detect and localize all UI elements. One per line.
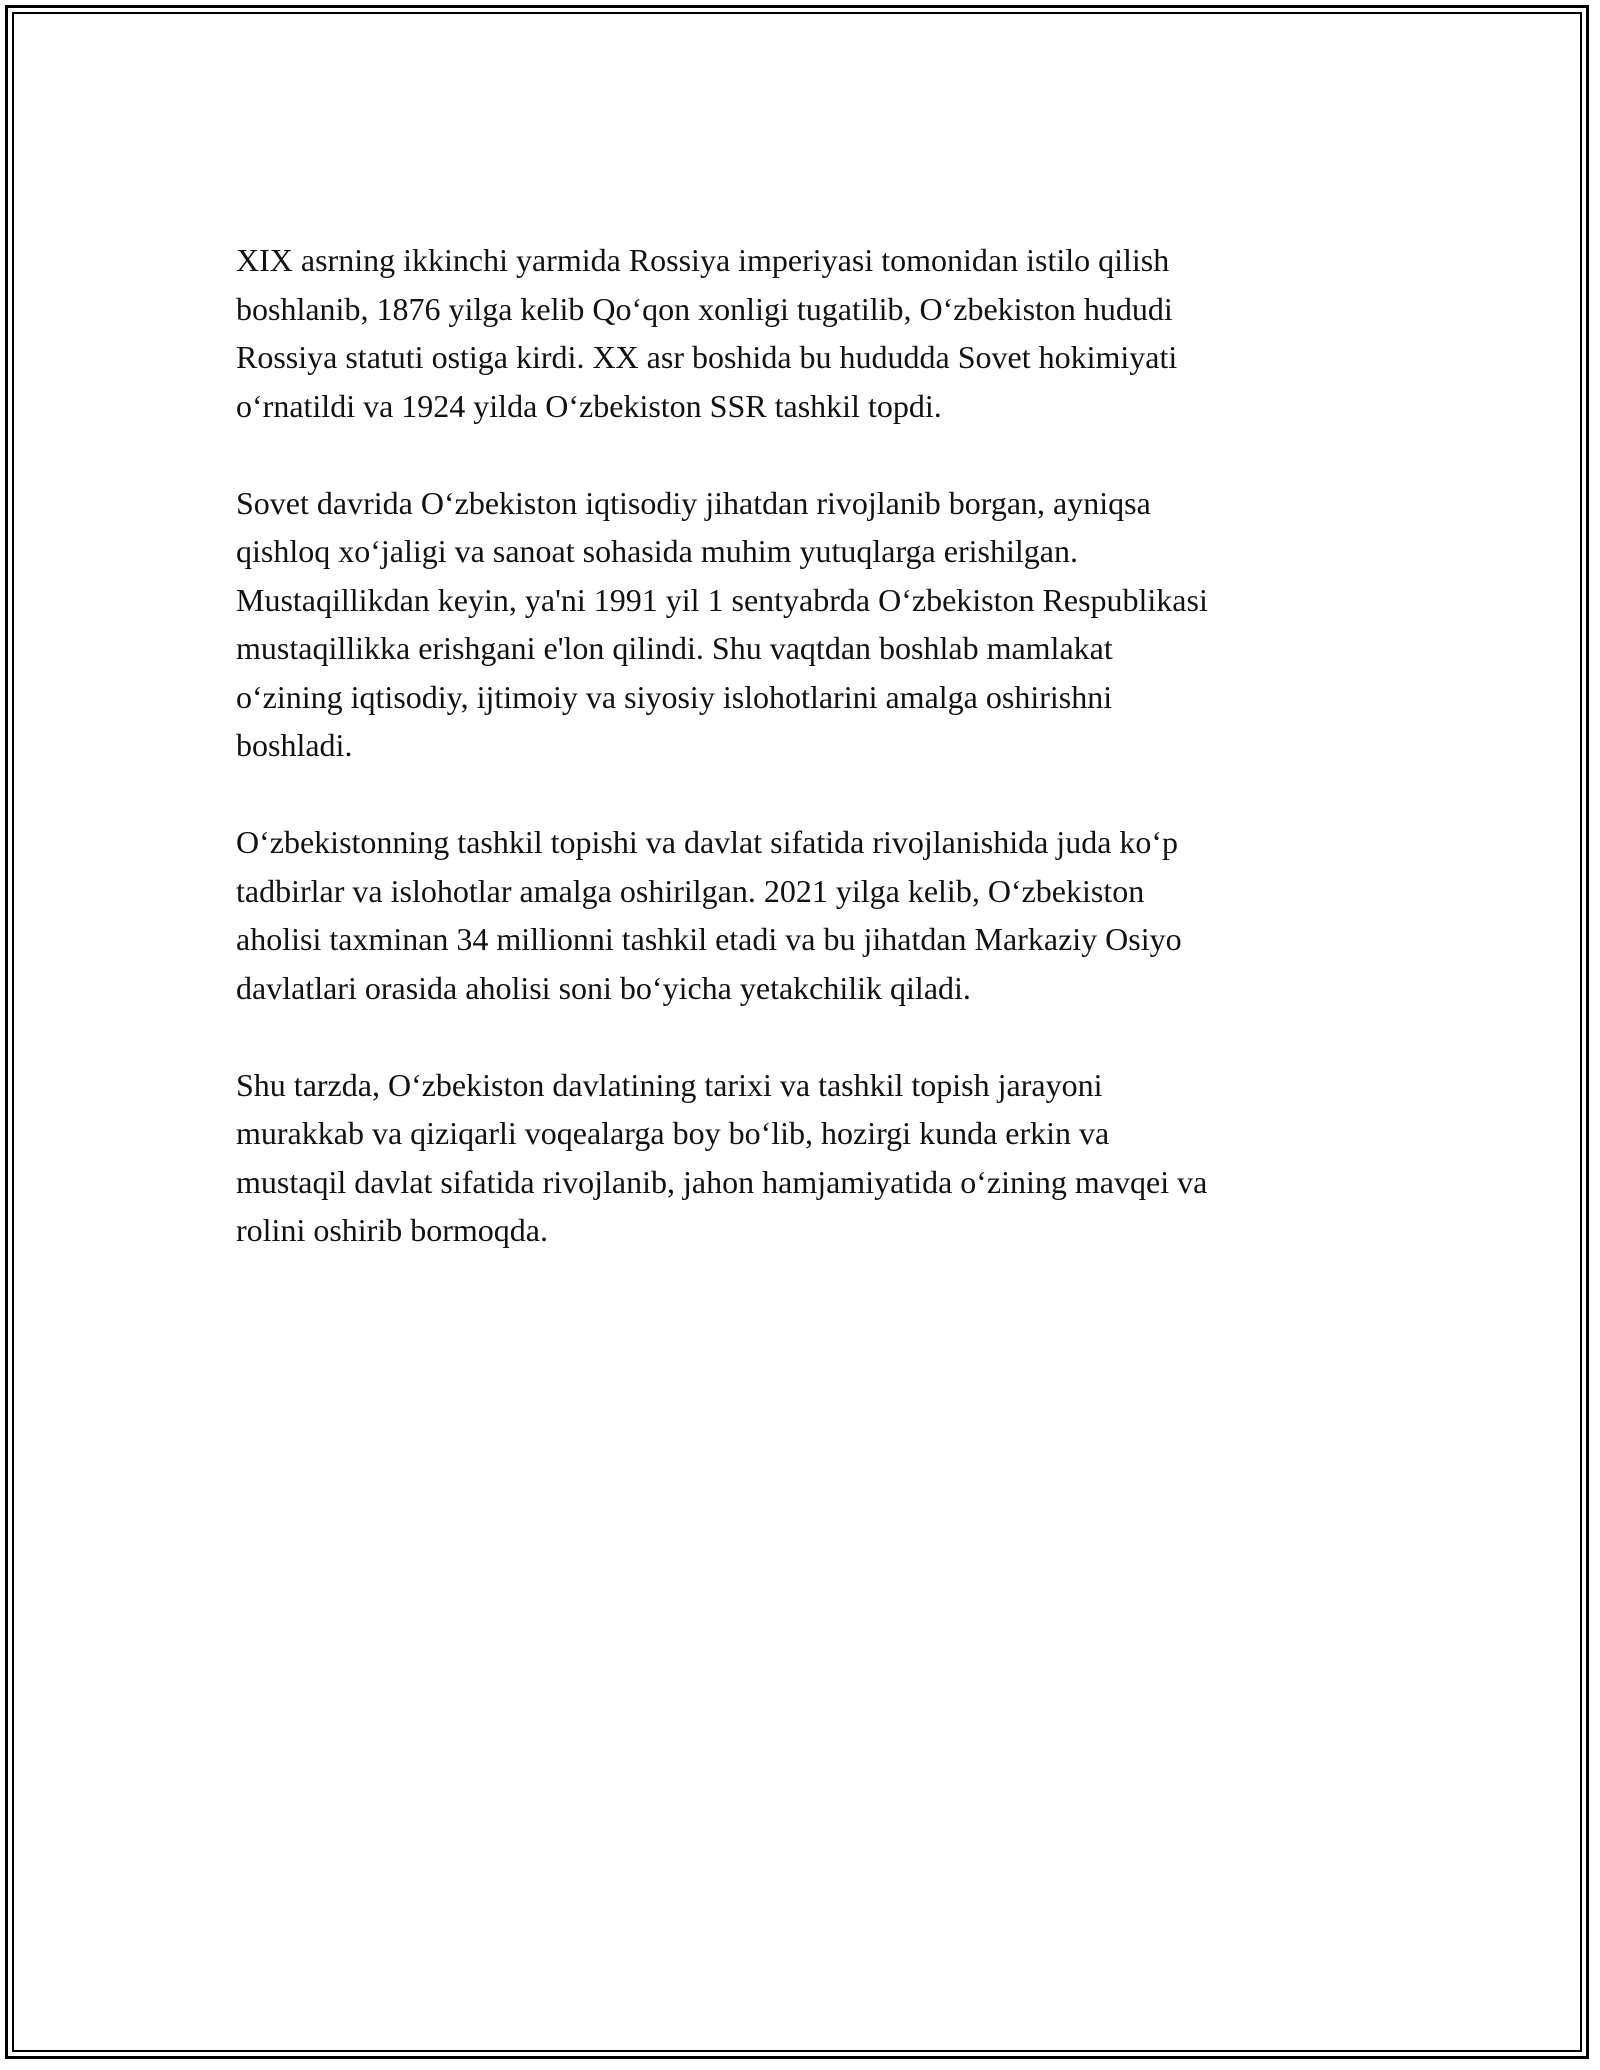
paragraph-3: O‘zbekistonning tashkil topishi va davlat sifatida rivojlanishida juda ko‘p tadbirlar va islohotlar amalga oshirilgan. 2021 yilga kelib, O‘zbekiston aholisi taxminan 34 millionni tashkil etadi va bu jihatdan Markaziy Osiyo davlatlari orasida aholisi soni bo‘yicha yetakchilik qiladi.: [236, 824, 1182, 1006]
paragraph-2: Sovet davrida O‘zbekiston iqtisodiy jihatdan rivojlanib borgan, ayniqsa qishloq xo‘jaligi va sanoat sohasida muhim yutuqlarga erishilgan. Mustaqillikdan keyin, ya'ni 1991 yil 1 sentyabrda O‘zbekiston Respublikasi mustaqillikka erishgani e'lon qilindi. Shu vaqtdan boshlab mamlakat o‘zining iqtisodiy, ijtimoiy va siyosiy islohotlarini amalga oshirishni boshladi.: [236, 484, 1208, 763]
paragraph-1: XIX asrning ikkinchi yarmida Rossiya imperiyasi tomonidan istilo qilish boshlanib, 1876 yilga kelib Qo‘qon xonligi tugatilib, O‘zbekiston hududi Rossiya statuti ostiga kirdi. XX asr boshida bu hududda Sovet hokimiyati o‘rnatildi va 1924 yilda O‘zbekiston SSR tashkil topdi.: [236, 242, 1178, 424]
document-body: [236, 236, 1366, 1303]
paragraph-4: Shu tarzda, O‘zbekiston davlatining tarixi va tashkil topish jarayoni murakkab va qiziqarli voqealarga boy bo‘lib, hozirgi kunda erkin va mustaqil davlat sifatida rivojlanib, jahon hamjamiyatida o‘zining mavqei va rolini oshirib bormoqda.: [236, 1066, 1208, 1248]
